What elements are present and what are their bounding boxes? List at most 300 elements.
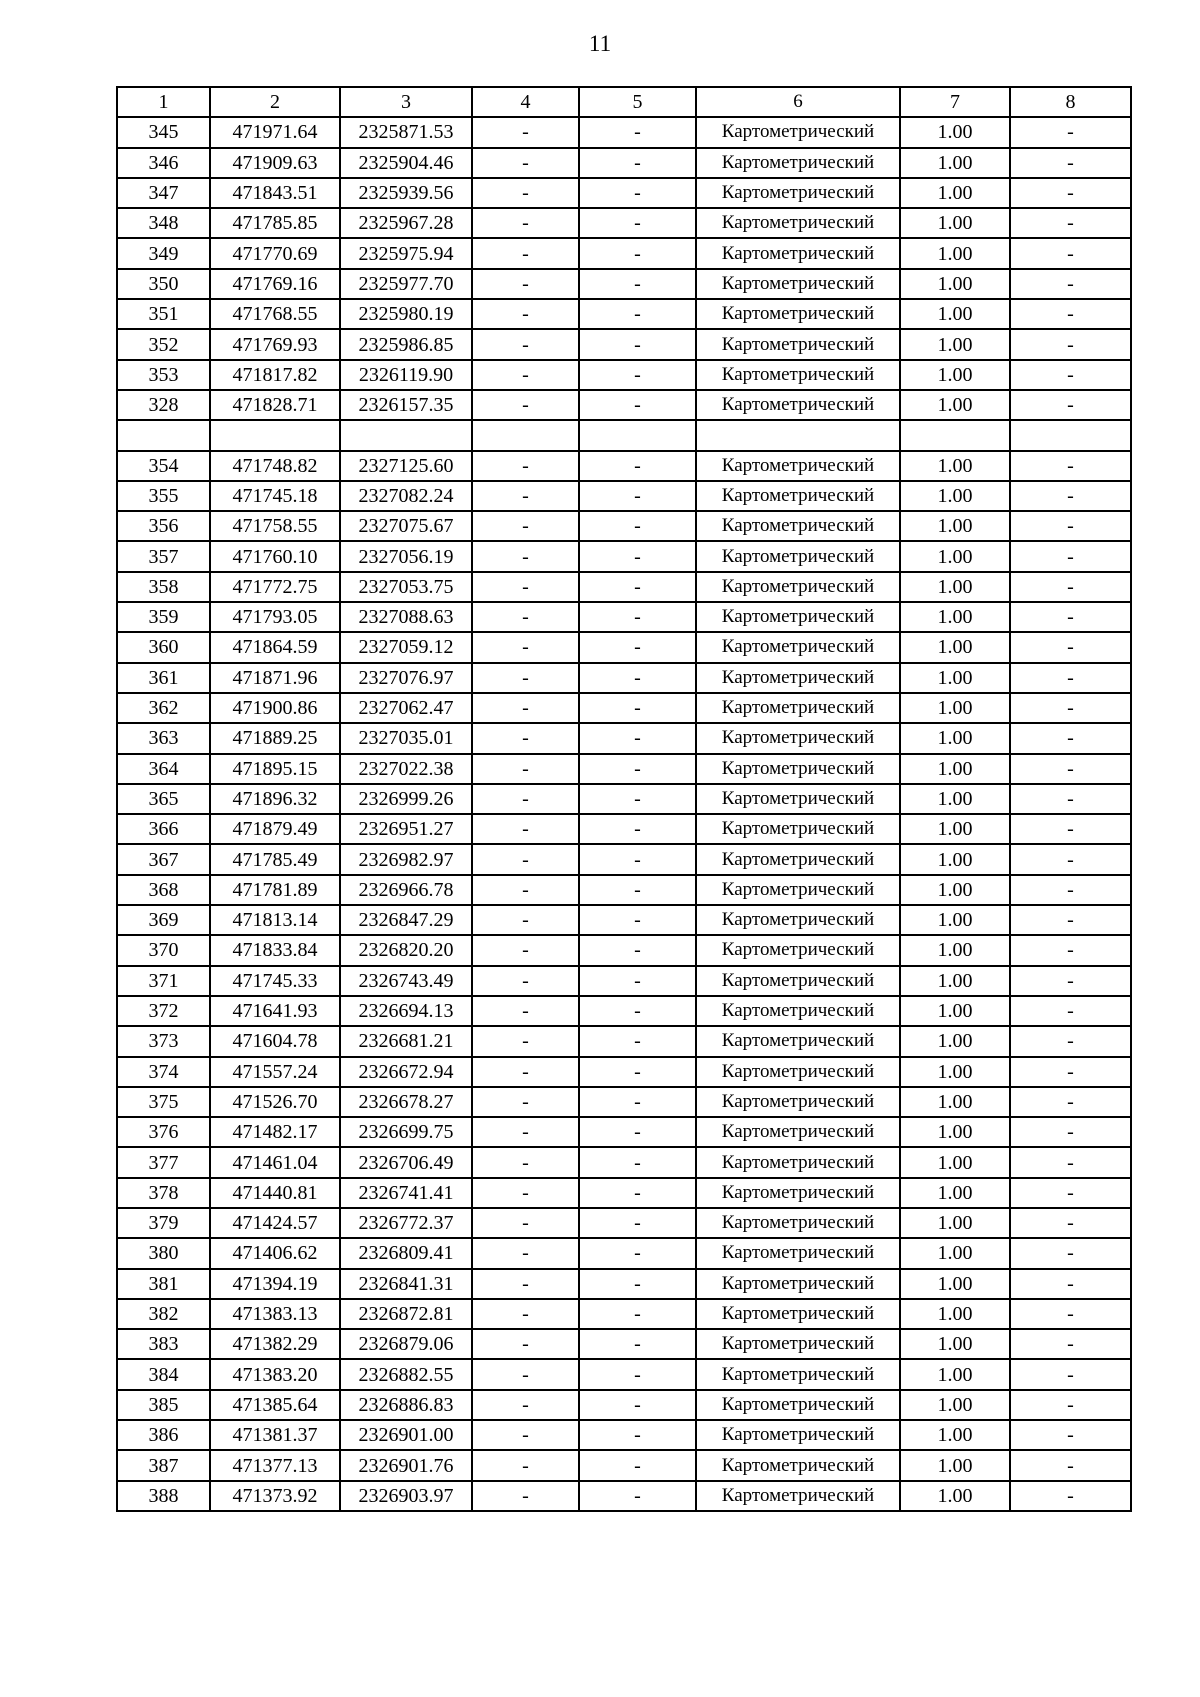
accuracy-cell: 1.00 [900, 693, 1010, 723]
y-coordinate-cell: 2326872.81 [340, 1299, 472, 1329]
col-4-cell: - [472, 1420, 579, 1450]
col-4-cell: - [472, 481, 579, 511]
method-cell: Картометрический [696, 541, 900, 571]
method-cell: Картометрический [696, 996, 900, 1026]
col-5-cell: - [579, 329, 696, 359]
accuracy-cell: 1.00 [900, 1481, 1010, 1511]
point-number-cell: 379 [117, 1208, 210, 1238]
point-number-cell: 361 [117, 663, 210, 693]
accuracy-cell: 1.00 [900, 1390, 1010, 1420]
y-coordinate-cell: 2326672.94 [340, 1057, 472, 1087]
x-coordinate-cell: 471482.17 [210, 1117, 340, 1147]
method-cell: Картометрический [696, 390, 900, 420]
table-row [117, 269, 1131, 299]
accuracy-cell: 1.00 [900, 814, 1010, 844]
accuracy-cell: 1.00 [900, 1117, 1010, 1147]
accuracy-cell: 1.00 [900, 238, 1010, 268]
x-coordinate-cell: 471896.32 [210, 784, 340, 814]
table-row [117, 875, 1131, 905]
point-number-cell: 360 [117, 632, 210, 662]
col-4-cell: - [472, 935, 579, 965]
accuracy-cell: 1.00 [900, 875, 1010, 905]
method-cell: Картометрический [696, 1299, 900, 1329]
x-coordinate-cell: 471381.37 [210, 1420, 340, 1450]
accuracy-cell: 1.00 [900, 1238, 1010, 1268]
table-row [117, 996, 1131, 1026]
method-cell: Картометрический [696, 1026, 900, 1056]
col-5-cell: - [579, 390, 696, 420]
col-5-cell: - [579, 148, 696, 178]
col-8-cell: - [1010, 329, 1131, 359]
col-5-cell: - [579, 1390, 696, 1420]
point-number-cell: 345 [117, 117, 210, 147]
point-number-cell: 328 [117, 390, 210, 420]
x-coordinate-cell: 471817.82 [210, 360, 340, 390]
col-4-cell: - [472, 208, 579, 238]
method-cell: Картометрический [696, 723, 900, 753]
col-4-cell: - [472, 754, 579, 784]
coordinates-table [116, 86, 1132, 1512]
x-coordinate-cell: 471772.75 [210, 572, 340, 602]
accuracy-cell: 1.00 [900, 269, 1010, 299]
point-number-cell: 351 [117, 299, 210, 329]
y-coordinate-cell: 2326841.31 [340, 1269, 472, 1299]
header-cell-1: 1 [117, 87, 210, 117]
col-8-cell: - [1010, 935, 1131, 965]
table-row [117, 1420, 1131, 1450]
col-8-cell: - [1010, 117, 1131, 147]
method-cell: Картометрический [696, 269, 900, 299]
col-4-cell: - [472, 390, 579, 420]
col-8-cell: - [1010, 148, 1131, 178]
x-coordinate-cell: 471383.13 [210, 1299, 340, 1329]
col-8-cell: - [1010, 1057, 1131, 1087]
accuracy-cell: 1.00 [900, 784, 1010, 814]
col-5-cell: - [579, 1117, 696, 1147]
col-5-cell: - [579, 178, 696, 208]
point-number-cell: 352 [117, 329, 210, 359]
point-number-cell: 372 [117, 996, 210, 1026]
table-row [117, 1117, 1131, 1147]
x-coordinate-cell: 471909.63 [210, 148, 340, 178]
method-cell: Картометрический [696, 1269, 900, 1299]
point-number-cell: 362 [117, 693, 210, 723]
col-8-cell: - [1010, 1390, 1131, 1420]
header-cell-5: 5 [579, 87, 696, 117]
col-4-cell: - [472, 1450, 579, 1480]
method-cell: Картометрический [696, 693, 900, 723]
point-number-cell: 378 [117, 1178, 210, 1208]
y-coordinate-cell: 2325986.85 [340, 329, 472, 359]
col-5-cell [579, 420, 696, 450]
y-coordinate-cell: 2327082.24 [340, 481, 472, 511]
y-coordinate-cell: 2327056.19 [340, 541, 472, 571]
x-coordinate-cell: 471864.59 [210, 632, 340, 662]
col-4-cell: - [472, 905, 579, 935]
point-number-cell: 380 [117, 1238, 210, 1268]
method-cell: Картометрический [696, 148, 900, 178]
page-number: 11 [588, 31, 612, 56]
col-4-cell: - [472, 1117, 579, 1147]
method-cell: Картометрический [696, 1481, 900, 1511]
x-coordinate-cell: 471768.55 [210, 299, 340, 329]
accuracy-cell: 1.00 [900, 481, 1010, 511]
x-coordinate-cell: 471745.33 [210, 966, 340, 996]
table-row [117, 117, 1131, 147]
accuracy-cell: 1.00 [900, 935, 1010, 965]
point-number-cell: 355 [117, 481, 210, 511]
col-5-cell: - [579, 723, 696, 753]
header-cell-2: 2 [210, 87, 340, 117]
col-5-cell: - [579, 754, 696, 784]
col-8-cell: - [1010, 1329, 1131, 1359]
x-coordinate-cell: 471833.84 [210, 935, 340, 965]
col-4-cell: - [472, 663, 579, 693]
col-4-cell: - [472, 1390, 579, 1420]
col-5-cell: - [579, 360, 696, 390]
point-number-cell: 374 [117, 1057, 210, 1087]
x-coordinate-cell: 471843.51 [210, 178, 340, 208]
col-5-cell: - [579, 208, 696, 238]
col-5-cell: - [579, 1450, 696, 1480]
point-number-cell: 388 [117, 1481, 210, 1511]
col-5-cell: - [579, 1238, 696, 1268]
col-8-cell: - [1010, 875, 1131, 905]
accuracy-cell: 1.00 [900, 148, 1010, 178]
y-coordinate-cell: 2327035.01 [340, 723, 472, 753]
col-8-cell [1010, 420, 1131, 450]
point-number-cell: 356 [117, 511, 210, 541]
x-coordinate-cell [210, 420, 340, 450]
y-coordinate-cell: 2325939.56 [340, 178, 472, 208]
x-coordinate-cell: 471557.24 [210, 1057, 340, 1087]
y-coordinate-cell: 2327075.67 [340, 511, 472, 541]
method-cell: Картометрический [696, 875, 900, 905]
col-8-cell: - [1010, 1026, 1131, 1056]
col-4-cell: - [472, 511, 579, 541]
col-4-cell: - [472, 814, 579, 844]
point-number-cell: 353 [117, 360, 210, 390]
col-4-cell: - [472, 1269, 579, 1299]
col-5-cell: - [579, 784, 696, 814]
col-5-cell: - [579, 1359, 696, 1389]
col-4-cell: - [472, 117, 579, 147]
col-8-cell: - [1010, 390, 1131, 420]
y-coordinate-cell: 2326741.41 [340, 1178, 472, 1208]
method-cell: Картометрический [696, 814, 900, 844]
x-coordinate-cell: 471526.70 [210, 1087, 340, 1117]
col-4-cell: - [472, 572, 579, 602]
col-4-cell: - [472, 1208, 579, 1238]
col-8-cell: - [1010, 451, 1131, 481]
point-number-cell: 368 [117, 875, 210, 905]
accuracy-cell: 1.00 [900, 602, 1010, 632]
point-number-cell: 371 [117, 966, 210, 996]
table-row [117, 360, 1131, 390]
y-coordinate-cell: 2325980.19 [340, 299, 472, 329]
col-4-cell: - [472, 1087, 579, 1117]
method-cell: Картометрический [696, 360, 900, 390]
point-number-cell [117, 420, 210, 450]
x-coordinate-cell: 471745.18 [210, 481, 340, 511]
y-coordinate-cell: 2326901.00 [340, 1420, 472, 1450]
method-cell: Картометрический [696, 1329, 900, 1359]
method-cell: Картометрический [696, 1087, 900, 1117]
accuracy-cell: 1.00 [900, 905, 1010, 935]
x-coordinate-cell: 471382.29 [210, 1329, 340, 1359]
accuracy-cell: 1.00 [900, 754, 1010, 784]
col-5-cell: - [579, 541, 696, 571]
method-cell: Картометрический [696, 329, 900, 359]
col-4-cell: - [472, 541, 579, 571]
accuracy-cell: 1.00 [900, 632, 1010, 662]
col-5-cell: - [579, 511, 696, 541]
col-5-cell: - [579, 1147, 696, 1177]
x-coordinate-cell: 471781.89 [210, 875, 340, 905]
point-number-cell: 354 [117, 451, 210, 481]
x-coordinate-cell: 471641.93 [210, 996, 340, 1026]
col-4-cell: - [472, 148, 579, 178]
y-coordinate-cell: 2325967.28 [340, 208, 472, 238]
col-5-cell: - [579, 1208, 696, 1238]
method-cell: Картометрический [696, 1450, 900, 1480]
table-row [117, 1359, 1131, 1389]
col-5-cell: - [579, 693, 696, 723]
x-coordinate-cell: 471461.04 [210, 1147, 340, 1177]
y-coordinate-cell: 2327088.63 [340, 602, 472, 632]
table-header-row [117, 87, 1131, 117]
col-5-cell: - [579, 572, 696, 602]
col-8-cell: - [1010, 1359, 1131, 1389]
header-cell-8: 8 [1010, 87, 1131, 117]
y-coordinate-cell: 2326879.06 [340, 1329, 472, 1359]
y-coordinate-cell: 2326678.27 [340, 1087, 472, 1117]
col-8-cell: - [1010, 754, 1131, 784]
table-row [117, 178, 1131, 208]
table-row [117, 632, 1131, 662]
method-cell: Картометрический [696, 208, 900, 238]
point-number-cell: 363 [117, 723, 210, 753]
accuracy-cell: 1.00 [900, 329, 1010, 359]
col-5-cell: - [579, 451, 696, 481]
method-cell: Картометрический [696, 572, 900, 602]
point-number-cell: 382 [117, 1299, 210, 1329]
accuracy-cell: 1.00 [900, 663, 1010, 693]
method-cell: Картометрический [696, 1359, 900, 1389]
point-number-cell: 373 [117, 1026, 210, 1056]
y-coordinate-cell: 2326966.78 [340, 875, 472, 905]
col-5-cell: - [579, 1178, 696, 1208]
point-number-cell: 369 [117, 905, 210, 935]
method-cell: Картометрический [696, 663, 900, 693]
y-coordinate-cell: 2327059.12 [340, 632, 472, 662]
accuracy-cell: 1.00 [900, 1359, 1010, 1389]
x-coordinate-cell: 471793.05 [210, 602, 340, 632]
col-8-cell: - [1010, 693, 1131, 723]
table-row [117, 602, 1131, 632]
method-cell: Картометрический [696, 178, 900, 208]
accuracy-cell: 1.00 [900, 511, 1010, 541]
table-row [117, 1481, 1131, 1511]
x-coordinate-cell: 471758.55 [210, 511, 340, 541]
col-4-cell: - [472, 875, 579, 905]
col-8-cell: - [1010, 1178, 1131, 1208]
y-coordinate-cell: 2326681.21 [340, 1026, 472, 1056]
method-cell: Картометрический [696, 1147, 900, 1177]
col-4-cell: - [472, 299, 579, 329]
method-cell: Картометрический [696, 1238, 900, 1268]
col-5-cell: - [579, 117, 696, 147]
table-row [117, 1269, 1131, 1299]
col-4-cell: - [472, 329, 579, 359]
y-coordinate-cell: 2326119.90 [340, 360, 472, 390]
y-coordinate-cell: 2327076.97 [340, 663, 472, 693]
x-coordinate-cell: 471770.69 [210, 238, 340, 268]
table-row [117, 511, 1131, 541]
y-coordinate-cell: 2326694.13 [340, 996, 472, 1026]
col-8-cell: - [1010, 723, 1131, 753]
col-5-cell: - [579, 1329, 696, 1359]
accuracy-cell: 1.00 [900, 451, 1010, 481]
x-coordinate-cell: 471406.62 [210, 1238, 340, 1268]
accuracy-cell: 1.00 [900, 723, 1010, 753]
col-5-cell: - [579, 905, 696, 935]
col-8-cell: - [1010, 663, 1131, 693]
point-number-cell: 381 [117, 1269, 210, 1299]
x-coordinate-cell: 471871.96 [210, 663, 340, 693]
point-number-cell: 383 [117, 1329, 210, 1359]
col-5-cell: - [579, 844, 696, 874]
accuracy-cell: 1.00 [900, 1329, 1010, 1359]
method-cell [696, 420, 900, 450]
col-8-cell: - [1010, 541, 1131, 571]
method-cell: Картометрический [696, 451, 900, 481]
col-8-cell: - [1010, 299, 1131, 329]
table-row [117, 1390, 1131, 1420]
accuracy-cell: 1.00 [900, 1450, 1010, 1480]
col-8-cell: - [1010, 844, 1131, 874]
point-number-cell: 350 [117, 269, 210, 299]
accuracy-cell: 1.00 [900, 299, 1010, 329]
accuracy-cell: 1.00 [900, 844, 1010, 874]
accuracy-cell: 1.00 [900, 117, 1010, 147]
table-row [117, 1299, 1131, 1329]
table-row [117, 1087, 1131, 1117]
col-4-cell: - [472, 269, 579, 299]
x-coordinate-cell: 471769.93 [210, 329, 340, 359]
y-coordinate-cell: 2325977.70 [340, 269, 472, 299]
table-body [117, 87, 1131, 1511]
col-8-cell: - [1010, 572, 1131, 602]
y-coordinate-cell: 2326999.26 [340, 784, 472, 814]
table-row [117, 844, 1131, 874]
header-cell-6: 6 [696, 87, 900, 117]
point-number-cell: 376 [117, 1117, 210, 1147]
y-coordinate-cell: 2325904.46 [340, 148, 472, 178]
col-5-cell: - [579, 269, 696, 299]
point-number-cell: 370 [117, 935, 210, 965]
y-coordinate-cell: 2326847.29 [340, 905, 472, 935]
x-coordinate-cell: 471377.13 [210, 1450, 340, 1480]
table-row [117, 572, 1131, 602]
x-coordinate-cell: 471828.71 [210, 390, 340, 420]
point-number-cell: 349 [117, 238, 210, 268]
col-5-cell: - [579, 663, 696, 693]
accuracy-cell: 1.00 [900, 1420, 1010, 1450]
col-5-cell: - [579, 1481, 696, 1511]
point-number-cell: 358 [117, 572, 210, 602]
table-row [117, 481, 1131, 511]
col-8-cell: - [1010, 1208, 1131, 1238]
col-5-cell: - [579, 238, 696, 268]
x-coordinate-cell: 471879.49 [210, 814, 340, 844]
y-coordinate-cell: 2326706.49 [340, 1147, 472, 1177]
col-8-cell: - [1010, 1087, 1131, 1117]
x-coordinate-cell: 471748.82 [210, 451, 340, 481]
table-row [117, 420, 1131, 450]
y-coordinate-cell: 2326157.35 [340, 390, 472, 420]
col-5-cell: - [579, 996, 696, 1026]
col-5-cell: - [579, 1420, 696, 1450]
method-cell: Картометрический [696, 1117, 900, 1147]
table-row [117, 693, 1131, 723]
col-4-cell: - [472, 632, 579, 662]
table-row [117, 784, 1131, 814]
accuracy-cell: 1.00 [900, 178, 1010, 208]
method-cell: Картометрический [696, 1390, 900, 1420]
method-cell: Картометрический [696, 238, 900, 268]
accuracy-cell: 1.00 [900, 966, 1010, 996]
y-coordinate-cell: 2326809.41 [340, 1238, 472, 1268]
point-number-cell: 365 [117, 784, 210, 814]
table-row [117, 1238, 1131, 1268]
accuracy-cell: 1.00 [900, 541, 1010, 571]
col-5-cell: - [579, 875, 696, 905]
col-8-cell: - [1010, 966, 1131, 996]
col-8-cell: - [1010, 1117, 1131, 1147]
col-5-cell: - [579, 1057, 696, 1087]
y-coordinate-cell: 2326820.20 [340, 935, 472, 965]
method-cell: Картометрический [696, 905, 900, 935]
method-cell: Картометрический [696, 966, 900, 996]
x-coordinate-cell: 471373.92 [210, 1481, 340, 1511]
col-5-cell: - [579, 602, 696, 632]
col-4-cell: - [472, 996, 579, 1026]
x-coordinate-cell: 471385.64 [210, 1390, 340, 1420]
col-5-cell: - [579, 299, 696, 329]
table-row [117, 723, 1131, 753]
col-5-cell: - [579, 814, 696, 844]
col-8-cell: - [1010, 1238, 1131, 1268]
table-row [117, 754, 1131, 784]
y-coordinate-cell: 2327022.38 [340, 754, 472, 784]
col-8-cell: - [1010, 481, 1131, 511]
table-row [117, 1147, 1131, 1177]
x-coordinate-cell: 471900.86 [210, 693, 340, 723]
col-8-cell: - [1010, 238, 1131, 268]
point-number-cell: 386 [117, 1420, 210, 1450]
col-4-cell [472, 420, 579, 450]
table-row [117, 390, 1131, 420]
table-row [117, 148, 1131, 178]
table-row [117, 1057, 1131, 1087]
col-5-cell: - [579, 1299, 696, 1329]
col-8-cell: - [1010, 269, 1131, 299]
table-row [117, 905, 1131, 935]
col-5-cell: - [579, 1026, 696, 1056]
col-8-cell: - [1010, 1481, 1131, 1511]
col-4-cell: - [472, 360, 579, 390]
